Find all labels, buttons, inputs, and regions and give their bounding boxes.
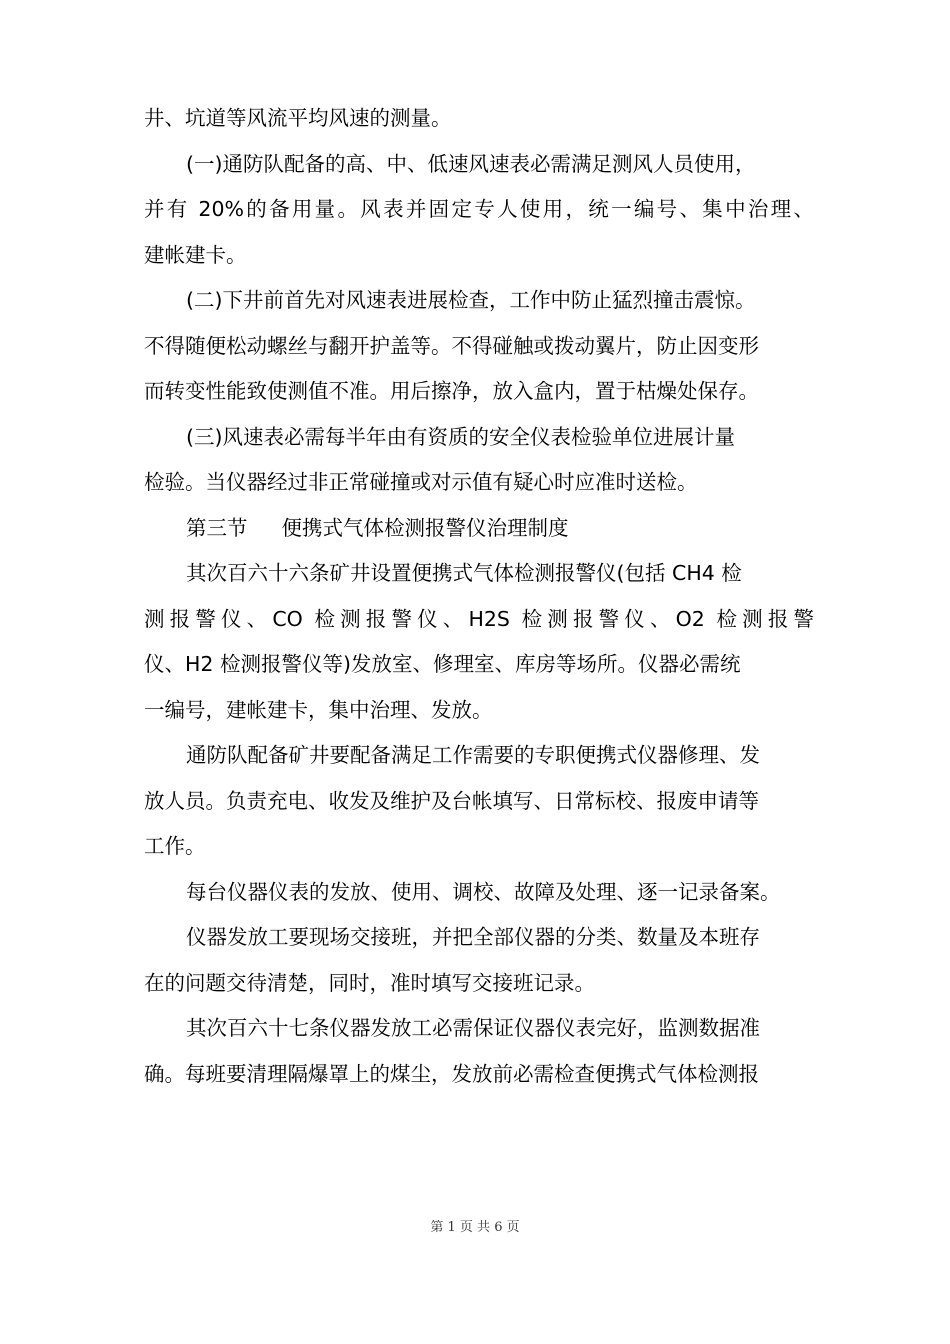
text-line: 放人员。负责充电、收发及维护及台帐填写、日常标校、报废申请等	[144, 788, 759, 813]
text-line: 每台仪器仪表的发放、使用、调校、故障及处理、逐一记录备案。	[186, 879, 781, 904]
text-line: 井、坑道等风流平均风速的测量。	[144, 106, 452, 130]
text-line: 确。每班要清理隔爆罩上的煤尘，发放前必需检查便携式气体检测报	[144, 1061, 759, 1086]
text-line: (一)通防队配备的高、中、低速风速表必需满足测风人员使用，	[186, 151, 756, 176]
page-footer: 第 1 页 共 6 页	[430, 1220, 520, 1235]
section-number: 第三节	[186, 515, 248, 540]
text-line: 而转变性能致使测值不准。用后擦净，放入盒内，置于枯燥处保存。	[144, 379, 759, 403]
text-line: 在的问题交待清楚，同时，准时填写交接班记录。	[144, 970, 595, 995]
text-line: 通防队配备矿井要配备满足工作需要的专职便携式仪器修理、发	[186, 743, 760, 767]
text-line: 不得随便松动螺丝与翻开护盖等。不得碰触或拨动翼片，防止因变形	[144, 333, 759, 358]
text-line: 其次百六十六条矿井设置便携式气体检测报警仪(包括 CH4 检	[186, 561, 742, 585]
section-heading	[144, 506, 814, 552]
text-line: 仪器发放工要现场交接班，并把全部仪器的分类、数量及本班存	[186, 925, 760, 949]
text-line: (三)风速表必需每半年由有资质的安全仪表检验单位进展计量	[186, 424, 735, 449]
text-line: 建帐建卡。	[144, 242, 247, 267]
document-body	[144, 96, 814, 1097]
text-line: 其次百六十七条仪器发放工必需保证仪器仪表完好，监测数据准	[186, 1016, 760, 1040]
text-line: 检验。当仪器经过非正常碰撞或对示值有疑心时应准时送检。	[144, 470, 698, 494]
text-line: 并有 20%的备用量。风表并固定专人使用，统一编号、集中治理、	[144, 197, 814, 221]
text-line: 测报警仪、CO 检测报警仪、H2S 检测报警仪、O2 检测报警	[144, 606, 814, 631]
text-line: 一编号，建帐建卡，集中治理、发放。	[144, 697, 493, 722]
text-line: 工作。	[144, 834, 206, 858]
text-line: (二)下井前首先对风速表进展检查，工作中防止猛烈撞击震惊。	[186, 288, 756, 312]
section-title: 便携式气体检测报警仪治理制度	[281, 515, 569, 540]
text-line: 仪、H2 检测报警仪等)发放室、修理室、库房等场所。仪器必需统	[144, 652, 741, 676]
